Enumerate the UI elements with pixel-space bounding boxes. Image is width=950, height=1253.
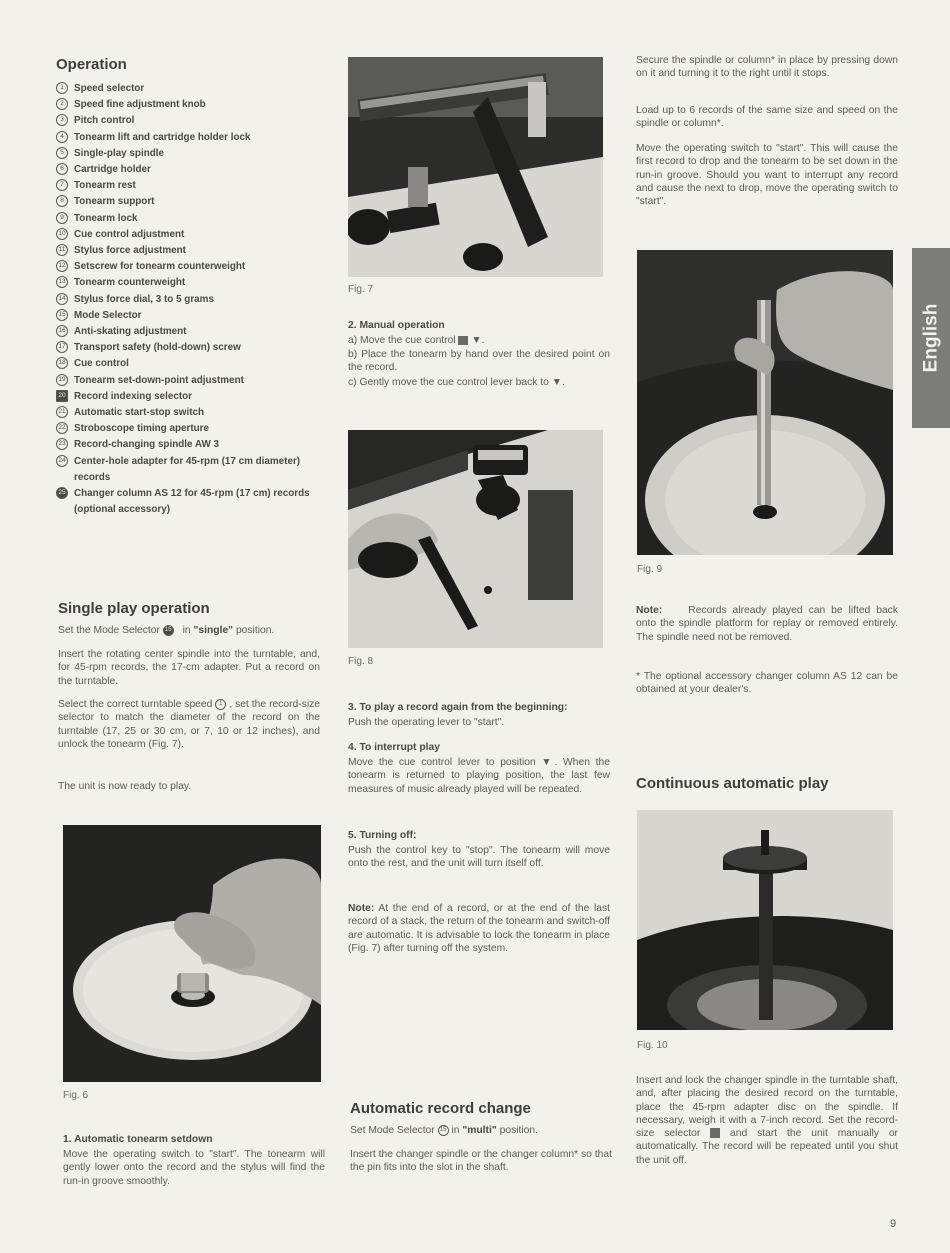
single-play-p1-pre: Set the Mode Selector bbox=[58, 625, 160, 636]
cue-down-icon: ▼ bbox=[471, 335, 482, 346]
turning-off-heading: 5. Turning off: bbox=[348, 830, 417, 841]
turning-off-text: Push the control key to "stop". The tonearm will move onto the rest, and the unit will turn itself off. bbox=[348, 845, 610, 870]
continuous-play-title: Continuous automatic play bbox=[636, 775, 829, 792]
right-note-label: Note: bbox=[636, 605, 663, 616]
parts-list-item bbox=[56, 389, 318, 405]
single-play-p3 bbox=[58, 698, 320, 751]
manual-c: c) Gently move the cue control lever back to ▼. bbox=[348, 377, 565, 388]
part-label: Transport safety (hold-down) screw bbox=[74, 342, 241, 354]
parts-list-item bbox=[56, 259, 318, 275]
part-label: Setscrew for tonearm counterweight bbox=[74, 261, 246, 273]
single-play-p4: The unit is now ready to play. bbox=[58, 781, 192, 792]
parts-list-item bbox=[56, 81, 318, 97]
part-label: Tonearm set-down-point adjustment bbox=[74, 374, 244, 386]
part-number: 1 bbox=[56, 82, 68, 94]
manual-b: b) Place the tonearm by hand over the desired point on the record. bbox=[348, 349, 610, 374]
language-tab-label: English bbox=[920, 303, 941, 373]
parts-list-item bbox=[56, 373, 318, 389]
part-label: Tonearm support bbox=[74, 196, 155, 208]
part-number: 7 bbox=[56, 179, 68, 191]
part-number: 19 bbox=[56, 374, 68, 386]
interrupt-text bbox=[348, 756, 610, 796]
parts-list-item bbox=[56, 162, 318, 178]
parts-list-item bbox=[56, 178, 318, 194]
part-label: Tonearm counterweight bbox=[74, 277, 186, 289]
part-label: Cartridge holder bbox=[74, 164, 151, 176]
part-number: 11 bbox=[56, 244, 68, 256]
single-play-p1-mid: in bbox=[182, 625, 191, 636]
part-label: Stylus force adjustment bbox=[74, 245, 186, 257]
part-label: Stroboscope timing aperture bbox=[74, 423, 209, 435]
part-label: Mode Selector bbox=[74, 309, 142, 321]
fig7-caption: Fig. 7 bbox=[348, 284, 374, 295]
fig6-caption: Fig. 6 bbox=[63, 1090, 89, 1101]
right-note bbox=[636, 604, 898, 644]
right-footnote: * The optional accessory changer column AS 12 can be obtained at your dealer's. bbox=[636, 671, 898, 696]
part-number: 17 bbox=[56, 341, 68, 353]
part-label: Anti-skating adjustment bbox=[74, 326, 187, 338]
part-number: 8 bbox=[56, 195, 68, 207]
part-label: Record indexing selector bbox=[74, 390, 192, 402]
manual-operation-heading: 2. Manual operation bbox=[348, 320, 445, 331]
parts-list-item bbox=[56, 308, 318, 324]
fig6-illustration bbox=[63, 825, 321, 1082]
auto-change-p1-pre: Set Mode Selector bbox=[350, 1125, 435, 1136]
parts-list-item bbox=[56, 97, 318, 113]
right-p3: Move the operating switch to "start". This will cause the first record to drop and the tonearm to be set down in the run-in groove. Should you want to interrupt any record and cause the next to drop, move the operating switch to "start". bbox=[636, 143, 898, 208]
parts-list-item bbox=[56, 421, 318, 437]
single-play-p1-post: position. bbox=[235, 625, 275, 636]
fig7-illustration bbox=[348, 57, 603, 277]
part-number: 24 bbox=[56, 455, 68, 467]
auto-change-p1-post: position. bbox=[499, 1125, 538, 1136]
interrupt-heading: 4. To interrupt play bbox=[348, 742, 440, 753]
single-play-p3-pre: Select the correct turntable speed bbox=[58, 699, 213, 710]
operation-title: Operation bbox=[56, 56, 127, 73]
fig6-photo bbox=[63, 825, 321, 1082]
fig9-illustration bbox=[637, 250, 893, 555]
right-note-text: Records already played can be lifted back onto the spindle platform for replay or removed entirely. The spindle need not be removed. bbox=[636, 605, 898, 643]
auto-change-p1 bbox=[350, 1124, 612, 1137]
fig10-photo bbox=[637, 810, 893, 1030]
parts-list-item bbox=[56, 324, 318, 340]
parts-list bbox=[56, 81, 318, 518]
manual-a-text: a) Move the cue control bbox=[348, 335, 456, 346]
continuous-play-text-pre: Insert and lock the changer spindle in the turntable shaft, and, after placing the desired record on the turntable, place the 45-rpm adapter disc on the spindle. If necessary, weigh it with a 7-inch record. Set the record-size selector bbox=[636, 1075, 898, 1140]
mode-selector-ref: 15 bbox=[163, 625, 174, 636]
part-label: Record-changing spindle AW 3 bbox=[74, 439, 220, 451]
cue-down-icon-2: ▼ bbox=[551, 377, 562, 388]
play-again-heading: 3. To play a record again from the beginning: bbox=[348, 702, 568, 713]
cue-control-symbol-icon bbox=[458, 336, 468, 345]
right-p2: Load up to 6 records of the same size and speed on the spindle or column*. bbox=[636, 105, 898, 130]
manual-c-text: c) Gently move the cue control lever back to bbox=[348, 377, 549, 388]
parts-list-item bbox=[56, 454, 318, 486]
part-number: 5 bbox=[56, 147, 68, 159]
parts-list-item bbox=[56, 194, 318, 210]
fig9-caption: Fig. 9 bbox=[637, 564, 663, 575]
part-number: 10 bbox=[56, 228, 68, 240]
part-number: 25 bbox=[56, 487, 68, 499]
auto-setdown-text: Move the operating switch to "start". The tonearm will gently lower onto the record and the stylus will find the run-in groove smoothly. bbox=[63, 1149, 325, 1187]
part-label: Speed fine adjustment knob bbox=[74, 99, 206, 111]
fig10-illustration bbox=[637, 810, 893, 1030]
part-number: 3 bbox=[56, 114, 68, 126]
parts-list-item bbox=[56, 292, 318, 308]
part-label: Tonearm lift and cartridge holder lock bbox=[74, 131, 251, 143]
part-label: Cue control adjustment bbox=[74, 228, 185, 240]
fig10-caption: Fig. 10 bbox=[637, 1040, 668, 1051]
fig8-caption: Fig. 8 bbox=[348, 656, 374, 667]
fig8-illustration bbox=[348, 430, 603, 648]
single-play-p1-bold: "single" bbox=[193, 625, 234, 636]
parts-list-item bbox=[56, 146, 318, 162]
parts-list-item bbox=[56, 130, 318, 146]
parts-list-item bbox=[56, 275, 318, 291]
part-label: Stylus force dial, 3 to 5 grams bbox=[74, 293, 214, 305]
auto-setdown-heading: 1. Automatic tonearm setdown bbox=[63, 1134, 213, 1145]
continuous-play-text-post: and start the unit manually or automatically. The record will be repeated until you shut the unit off. bbox=[636, 1128, 898, 1166]
part-number: 21 bbox=[56, 406, 68, 418]
parts-list-item bbox=[56, 340, 318, 356]
part-number: 12 bbox=[56, 260, 68, 272]
parts-list-item bbox=[56, 227, 318, 243]
fig7-photo bbox=[348, 57, 603, 277]
single-play-title: Single play operation bbox=[58, 600, 210, 617]
interrupt-text-post: . When the tonearm is returned to playing position, the last few measures of music already played will be repeated. bbox=[348, 757, 610, 795]
auto-mode-selector-ref: 15 bbox=[438, 1125, 449, 1136]
parts-list-item bbox=[56, 437, 318, 453]
part-label: Pitch control bbox=[74, 115, 135, 127]
part-label: Tonearm lock bbox=[74, 212, 138, 224]
part-number: 6 bbox=[56, 163, 68, 175]
auto-change-p1-mid: in bbox=[451, 1125, 460, 1136]
part-label: Single-play spindle bbox=[74, 147, 164, 159]
speed-selector-ref: 1 bbox=[215, 699, 226, 710]
part-number: 23 bbox=[56, 438, 68, 450]
cue-down-icon-3: ▼ bbox=[541, 757, 555, 768]
parts-list-item bbox=[56, 356, 318, 372]
part-number: 20 bbox=[56, 390, 68, 402]
single-play-p1 bbox=[58, 624, 320, 637]
middle-note-label: Note: bbox=[348, 903, 375, 914]
part-label: Changer column AS 12 for 45-rpm (17 cm) records (optional accessory) bbox=[74, 488, 310, 516]
parts-list-item bbox=[56, 405, 318, 421]
part-number: 9 bbox=[56, 212, 68, 224]
fig9-photo bbox=[637, 250, 893, 555]
language-tab bbox=[912, 248, 950, 428]
part-label: Cue control bbox=[74, 358, 129, 370]
parts-list-item bbox=[56, 243, 318, 259]
middle-note bbox=[348, 902, 610, 955]
fig8-photo bbox=[348, 430, 603, 648]
record-size-selector-icon bbox=[710, 1128, 720, 1138]
part-label: Automatic start-stop switch bbox=[74, 407, 205, 419]
part-label: Tonearm rest bbox=[74, 180, 136, 192]
single-play-p2: Insert the rotating center spindle into the turntable, and, for 45-rpm records, the 17-cm adapter. Put a record on the turntable. bbox=[58, 649, 320, 687]
parts-list-item bbox=[56, 113, 318, 129]
manual-a: a) Move the cue control ▼. bbox=[348, 335, 485, 346]
page-number: 9 bbox=[890, 1218, 897, 1230]
part-number: 4 bbox=[56, 131, 68, 143]
auto-change-p2: Insert the changer spindle or the changer column* so that the pin fits into the slot in the shaft. bbox=[350, 1149, 612, 1174]
right-p1: Secure the spindle or column* in place by pressing down on it and turning it to the right until it stops. bbox=[636, 55, 898, 80]
part-number: 18 bbox=[56, 357, 68, 369]
parts-list-item bbox=[56, 486, 318, 518]
part-number: 22 bbox=[56, 422, 68, 434]
single-play-p3-post: , set the record-size selector to match the diameter of the record on the turntable (17, 25 or 30 cm, or 7, 10 or 12 inches), and unlock the tonearm (Fig. 7). bbox=[58, 699, 320, 750]
part-number: 16 bbox=[56, 325, 68, 337]
parts-list-item bbox=[56, 211, 318, 227]
part-label: Speed selector bbox=[74, 83, 145, 94]
auto-change-title: Automatic record change bbox=[350, 1100, 531, 1117]
middle-note-text: At the end of a record, or at the end of the last record of a stack, the return of the tonearm and switch-off are automatic. It is advisable to lock the tonearm in place (Fig. 7) after turning off the system. bbox=[348, 903, 611, 954]
part-number: 15 bbox=[56, 309, 68, 321]
part-number: 2 bbox=[56, 98, 68, 110]
part-number: 14 bbox=[56, 293, 68, 305]
play-again-text: Push the operating lever to "start". bbox=[348, 717, 505, 728]
continuous-play-text bbox=[636, 1074, 898, 1167]
interrupt-text-pre: Move the cue control lever to position bbox=[348, 757, 536, 768]
part-label: Center-hole adapter for 45-rpm (17 cm diameter) records bbox=[74, 455, 301, 483]
part-number: 13 bbox=[56, 276, 68, 288]
auto-change-p1-bold: "multi" bbox=[462, 1125, 497, 1136]
